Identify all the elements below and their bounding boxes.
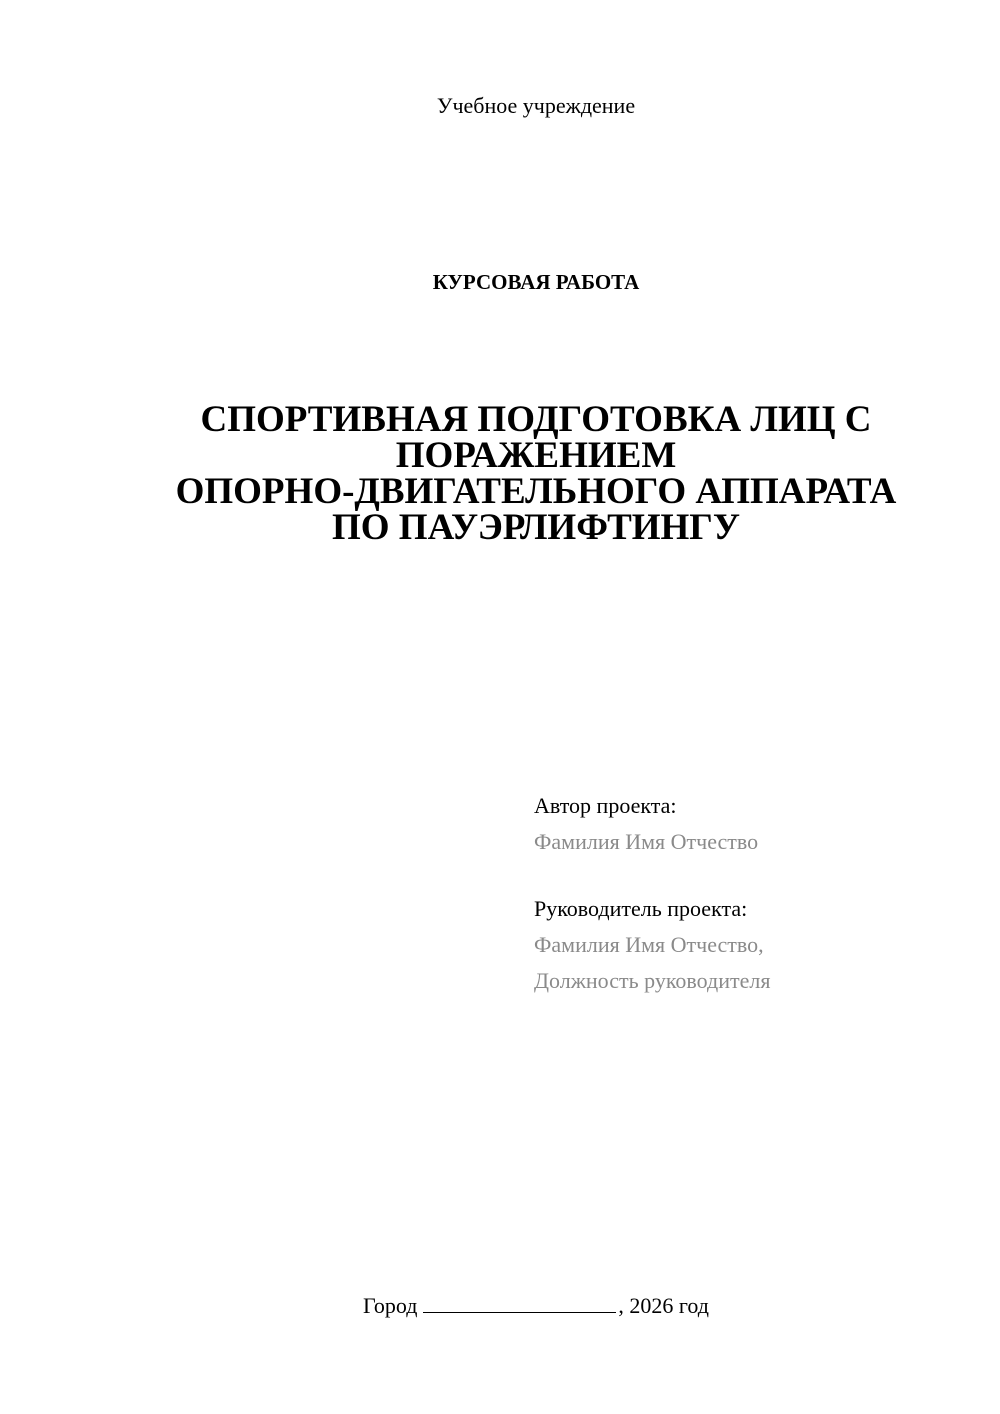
work-type-heading: КУРСОВАЯ РАБОТА [432, 270, 640, 294]
title-line-1: СПОРТИВНАЯ ПОДГОТОВКА ЛИЦ С [200, 399, 872, 440]
author-name: Фамилия Имя Отчество [534, 829, 759, 854]
title-line-4: ПО ПАУЭРЛИФТИНГУ [331, 507, 740, 548]
year-text: , 2026 год [618, 1293, 709, 1318]
credits-block [534, 788, 770, 999]
city-blank-line [423, 1290, 616, 1313]
title-line-2: ПОРАЖЕНИЕМ [395, 435, 677, 476]
author-label: Автор проекта: [534, 793, 677, 818]
document-title [0, 399, 1000, 548]
city-label: Город [363, 1293, 418, 1318]
supervisor-label: Руководитель проекта: [534, 896, 748, 921]
credits-spacer [534, 860, 770, 891]
supervisor-name: Фамилия Имя Отчество, [534, 932, 764, 957]
title-line-3: ОПОРНО-ДВИГАТЕЛЬНОГО АППАРАТА [175, 471, 897, 512]
city-year-footer [0, 1290, 1000, 1321]
supervisor-position: Должность руководителя [534, 968, 771, 993]
institution-name: Учебное учреждение [436, 93, 636, 118]
